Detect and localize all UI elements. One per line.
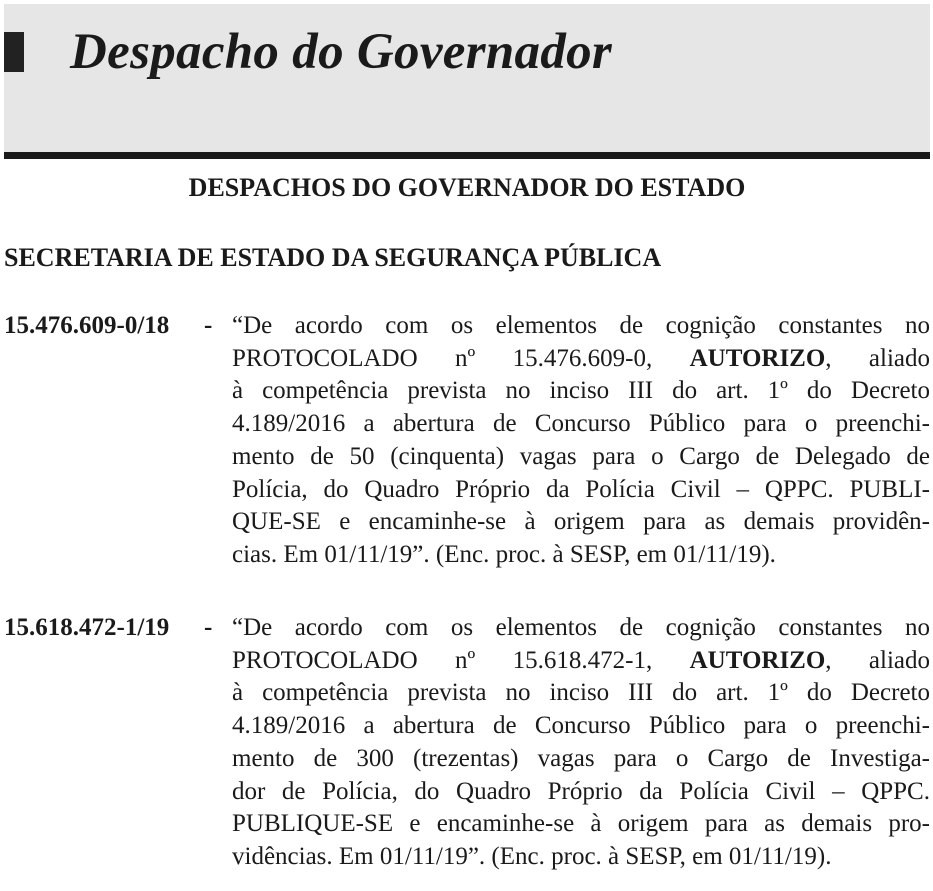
header-divider-rule xyxy=(4,152,930,159)
dispatch-line xyxy=(232,645,930,678)
dispatch-line: cias. Em 01/11/19”. (Enc. proc. à SESP, em 01/11/19). xyxy=(232,540,776,568)
dispatch-line: QUE-SE e encaminhe-se à origem para as demais providên- xyxy=(232,508,930,536)
agency-title: SECRETARIA DE ESTADO DA SEGURANÇA PÚBLICA xyxy=(4,243,662,272)
dispatch-entry xyxy=(4,310,930,580)
dispatch-line: à competência prevista no inciso III do art. 1º do Decreto xyxy=(232,679,930,707)
page-title: Despacho do Governador xyxy=(70,24,613,80)
protocol-dash: - xyxy=(204,312,213,339)
protocol-dash: - xyxy=(204,614,213,641)
dispatch-line: 4.189/2016 a abertura de Concurso Público para o preenchi- xyxy=(232,712,930,740)
dispatch-line xyxy=(232,343,930,376)
authorization-keyword: AUTORIZO xyxy=(689,344,826,372)
dispatch-line-part: PROTOCOLADO nº 15.476.609-0, xyxy=(232,344,653,372)
dispatch-line: 4.189/2016 a abertura de Concurso Público para o preenchi- xyxy=(232,410,930,438)
dispatch-line-part: , aliado xyxy=(825,344,930,372)
protocol-number: 15.476.609-0/18 xyxy=(4,312,170,339)
dispatch-line: Polícia, do Quadro Próprio da Polícia Civil – QPPC. PUBLI- xyxy=(232,475,930,503)
section-title: DESPACHOS DO GOVERNADOR DO ESTADO xyxy=(188,173,746,202)
dispatch-text xyxy=(232,310,930,572)
dispatch-line: mento de 300 (trezentas) vagas para o Cargo de Investiga- xyxy=(232,744,930,772)
protocol-number: 15.618.472-1/19 xyxy=(4,614,170,641)
dispatch-line-part: , aliado xyxy=(825,646,930,674)
header-marker-bar xyxy=(4,32,24,72)
dispatch-entry xyxy=(4,612,930,882)
authorization-keyword: AUTORIZO xyxy=(689,646,826,674)
dispatch-line-part: PROTOCOLADO nº 15.618.472-1, xyxy=(232,646,653,674)
dispatch-line: vidências. Em 01/11/19”. (Enc. proc. à SESP, em 01/11/19). xyxy=(232,842,832,870)
dispatch-line: dor de Polícia, do Quadro Próprio da Polícia Civil – QPPC. xyxy=(232,777,930,805)
dispatch-text xyxy=(232,612,930,874)
dispatch-line: PUBLIQUE-SE e encaminhe-se à origem para as demais pro- xyxy=(232,810,930,838)
dispatch-line: à competência prevista no inciso III do art. 1º do Decreto xyxy=(232,377,930,405)
dispatch-line: “De acordo com os elementos de cognição constantes no xyxy=(232,312,930,339)
dispatch-line: mento de 50 (cinquenta) vagas para o Cargo de Delegado de xyxy=(232,442,930,470)
dispatch-line: “De acordo com os elementos de cognição constantes no xyxy=(232,614,930,641)
